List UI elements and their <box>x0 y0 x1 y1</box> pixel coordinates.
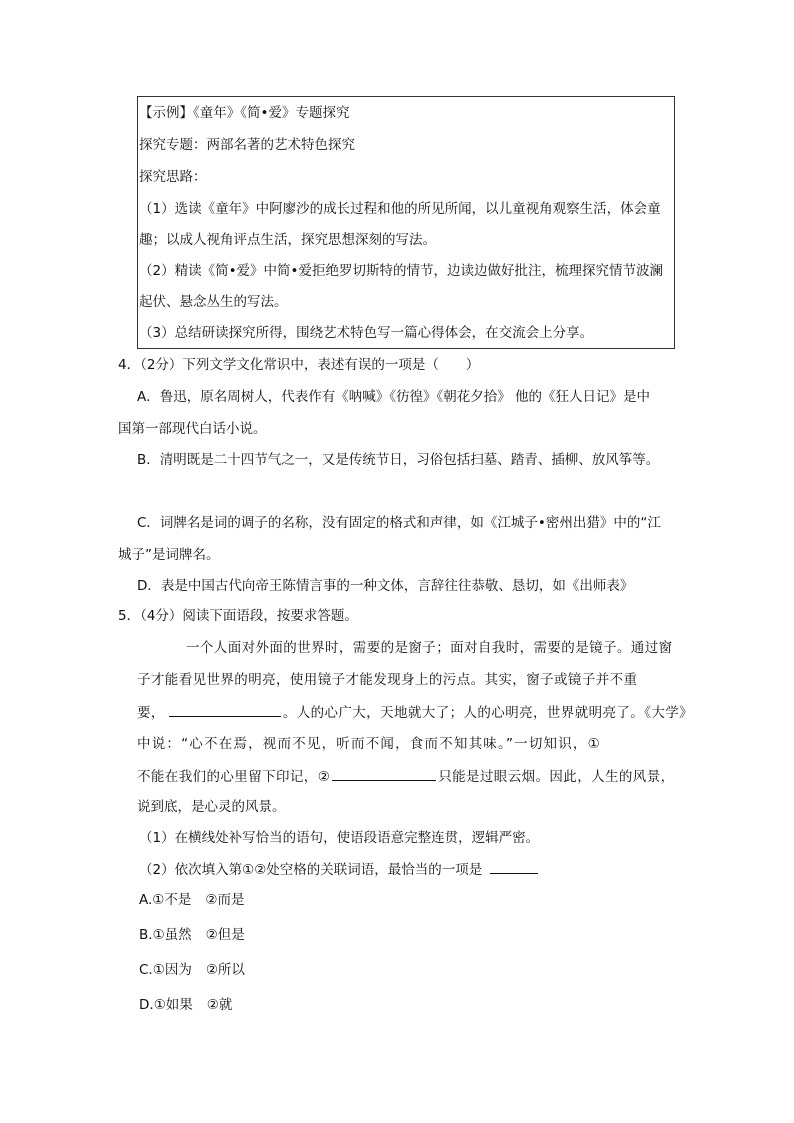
passage-line3-end: 。人的心广大，天地就大了；人的心明亮，世界就明亮了。《大学》 <box>282 705 694 721</box>
question5-sub2 <box>139 859 538 880</box>
choice-b[interactable] <box>139 925 245 945</box>
passage-line5 <box>137 766 675 787</box>
passage-line2: 子才能看见世界的明亮，使用镜子才能发现身上的污点。其实，窗子或镜子并不重 <box>137 672 638 688</box>
question5-sub2-text: （2）依次填入第①②处空格的关联词语，最恰当的一项是 <box>139 862 483 878</box>
example-topic: 探究专题：两部名著的艺术特色探究 <box>139 137 355 153</box>
example-step2-line1: （2）精读《简•爱》中简•爱拒绝罗切斯特的情节，边读边做好批注，梳理探究情节波澜 <box>139 263 664 279</box>
choice-a-first: ①不是 <box>152 892 192 908</box>
choice-a-letter: A. <box>139 892 153 908</box>
choice-d-second: ②就 <box>206 997 233 1013</box>
choice-d-first: ①如果 <box>153 997 193 1013</box>
choice-b-letter: B. <box>139 927 153 943</box>
example-title: 【示例】《童年》《简•爱》专题探究 <box>139 105 350 121</box>
question4-option-c-line1: C．词牌名是词的调子的名称，没有固定的格式和声律，如《江城子•密州出猎》中的“江 <box>137 515 661 531</box>
question4-option-a-line2: 国第一部现代白话小说。 <box>118 421 267 437</box>
answer-blank-2[interactable] <box>332 766 436 781</box>
answer-blank-1[interactable] <box>169 702 281 717</box>
passage-line3 <box>137 702 693 723</box>
question4-option-a-line1: A．鲁迅，原名周树人，代表作有《呐喊》《彷徨》《朝花夕拾》 他的《狂人日记》是中 <box>137 389 651 405</box>
example-approach-label: 探究思路： <box>139 169 207 185</box>
example-step1-line2: 趣；以成人视角评点生活，探究思想深刻的写法。 <box>139 232 436 248</box>
question5-stem: 5．（4分）阅读下面语段，按要求答题。 <box>118 608 358 624</box>
choice-b-second: ②但是 <box>205 927 245 943</box>
choice-b-first: ①虽然 <box>152 927 192 943</box>
question4-option-b: B．清明既是二十四节气之一，又是传统节日，习俗包括扫墓、踏青、插柳、放风筝等。 <box>137 452 660 468</box>
choice-c-letter: C. <box>139 962 153 978</box>
choice-c-first: ①因为 <box>152 962 192 978</box>
question4-option-c-line2: 城子”是词牌名。 <box>118 547 220 563</box>
passage-line6: 说到底，是心灵的风景。 <box>137 799 286 815</box>
passage-line5-start: 不能在我们的心里留下印记，② <box>137 769 331 785</box>
choice-d[interactable] <box>139 995 232 1015</box>
question4-stem: 4．（2分）下列文学文化常识中，表述有误的一项是（ ） <box>118 357 480 373</box>
choice-d-letter: D. <box>139 997 154 1013</box>
example-step1-line1: （1）选读《童年》中阿廖沙的成长过程和他的所见所闻，以儿童视角观察生活，体会童 <box>139 201 661 217</box>
question4-option-d: D．表是中国古代向帝王陈情言事的一种文体，言辞往往恭敬、恳切，如《出师表》 <box>137 578 634 594</box>
choice-a-second: ②而是 <box>205 892 245 908</box>
passage-line3-start: 要， <box>137 705 165 721</box>
answer-blank-3[interactable] <box>490 859 538 874</box>
question5-sub1: （1）在横线处补写恰当的语句，使语段语意完整连贯，逻辑严密。 <box>139 830 540 846</box>
choice-c[interactable] <box>139 960 245 980</box>
choice-a[interactable] <box>139 890 245 910</box>
choice-c-second: ②所以 <box>205 962 245 978</box>
passage-line1: 一个人面对外面的世界时，需要的是窗子；面对自我时，需要的是镜子。通过窗 <box>186 640 673 656</box>
passage-line5-end: 只能是过眼云烟。因此，人生的风景， <box>438 769 675 785</box>
example-step2-line2: 起伏、悬念丛生的写法。 <box>139 294 288 310</box>
example-step3: （3）总结研读探究所得，围绕艺术特色写一篇心得体会，在交流会上分享。 <box>139 325 594 341</box>
passage-line4: 中说：“心不在焉，视而不见，听而不闻，食而不知其味。”一切知识，① <box>137 736 601 752</box>
